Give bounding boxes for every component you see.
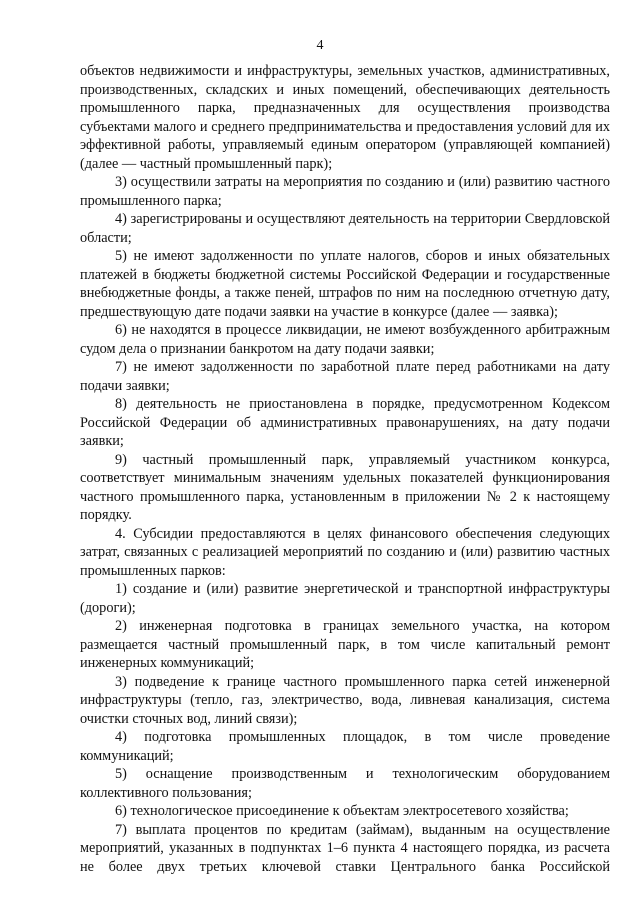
paragraph-item-6: 6) не находятся в процессе ликвидации, не имеют возбужденного арбитражным судом дела о признании банкротом на дату подачи заявки; [80, 322, 610, 357]
paragraph-item-9: 9) частный промышленный парк, управляемый участником конкурса, соответствует минимальным значениям удельных показателей функционирования частного промышленного парка, установленным в приложении № 2 к настоящему порядку. [80, 451, 610, 523]
paragraph-subitem-1: 1) создание и (или) развитие энергетической и транспортной инфраструктуры (дороги); [80, 581, 610, 616]
paragraph-continuation: объектов недвижимости и инфраструктуры, земельных участков, административных, производственных, складских и иных помещений, обеспечивающих деятельность промышленного парка, предназначенных для осуществления производства субъектами малого и среднего предпринимательства и предоставления условий для их эффективной работы, управляемый единым оператором (управляющей компанией) (далее — частный промышленный парк); [80, 63, 610, 172]
paragraph-item-8: 8) деятельность не приостановлена в порядке, предусмотренном Кодексом Российской Федерации об административных правонарушениях, на дату подачи заявки; [80, 396, 610, 449]
document-body [80, 62, 610, 876]
paragraph-item-3: 3) осуществили затраты на мероприятия по созданию и (или) развитию частного промышленного парка; [80, 174, 610, 209]
paragraph-subitem-4: 4) подготовка промышленных площадок, в том числе проведение коммуникаций; [80, 729, 610, 764]
paragraph-subitem-2: 2) инженерная подготовка в границах земельного участка, на котором размещается частный промышленный парк, в том числе капитальный ремонт инженерных коммуникаций; [80, 618, 610, 671]
paragraph-item-5: 5) не имеют задолженности по уплате налогов, сборов и иных обязательных платежей в бюджеты бюджетной системы Российской Федерации и государственные внебюджетные фонды, а также пеней, штрафов по ним на последнюю отчетную дату, предшествующую дате подачи заявки на участие в конкурсе (далее — заявка); [80, 248, 610, 320]
paragraph-item-7: 7) не имеют задолженности по заработной плате перед работниками на дату подачи заявки; [80, 359, 610, 394]
paragraph-item-4: 4) зарегистрированы и осуществляют деятельность на территории Свердловской области; [80, 211, 610, 246]
paragraph-subitem-5: 5) оснащение производственным и технологическим оборудованием коллективного пользования; [80, 766, 610, 801]
paragraph-section-4: 4. Субсидии предоставляются в целях финансового обеспечения следующих затрат, связанных с реализацией мероприятий по созданию и (или) развитию частных промышленных парков: [80, 525, 610, 579]
page-number: 4 [316, 38, 324, 53]
paragraph-subitem-3: 3) подведение к границе частного промышленного парка сетей инженерной инфраструктуры (тепло, газ, электричество, вода, ливневая канализация, система очистки сточных вод, линий связи); [80, 673, 610, 727]
paragraph-subitem-6: 6) технологическое присоединение к объектам электросетевого хозяйства; [115, 803, 569, 819]
paragraph-subitem-7: 7) выплата процентов по кредитам (займам), выданным на осуществление мероприятий, указанных в подпунктах 1–6 пункта 4 настоящего порядка, из расчета не более двух третьих ключевой ставки Центрального банка Российской [80, 821, 610, 875]
